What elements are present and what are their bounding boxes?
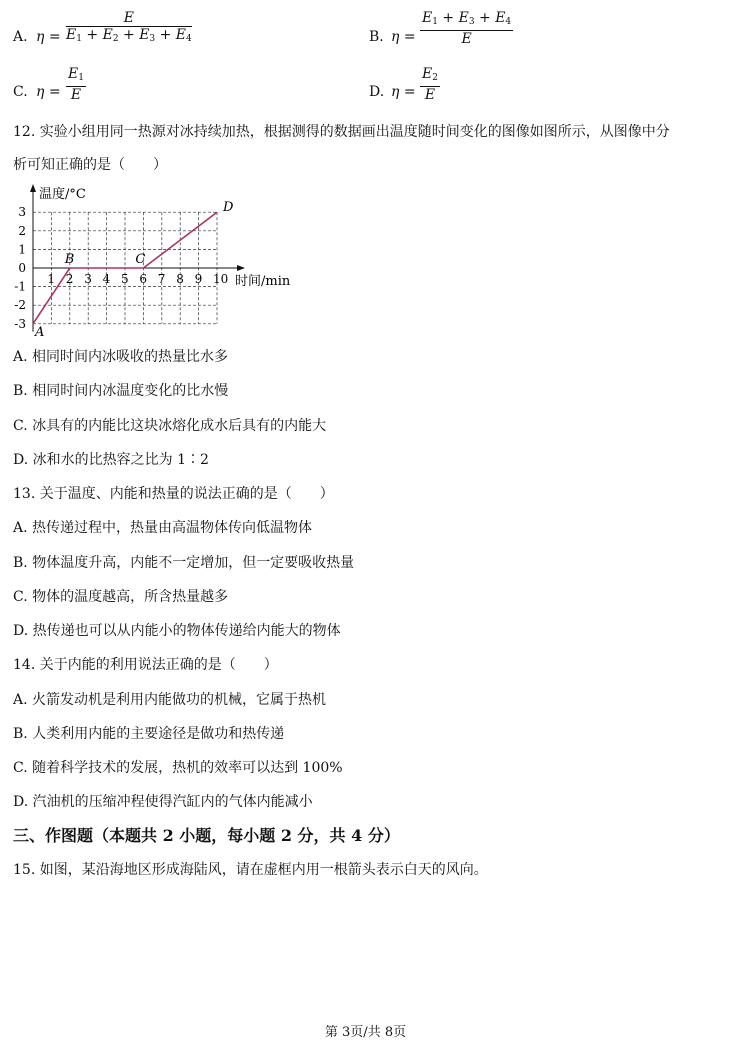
x-axis-label: 时间/min [235,274,291,289]
point-label-d: D [223,200,234,216]
y-tick-label: 0 [18,261,26,275]
q14-option-c: C. 随着科学技术的发展，热机的效率可以达到 100% [13,760,343,776]
x-tick-label: 5 [121,272,129,286]
option-letter: B. [369,29,384,45]
q14-stem: 14. 关于内能的利用说法正确的是（ ） [13,657,278,673]
y-axis-label: 温度/°C [39,187,86,202]
option-letter: A. [13,29,28,45]
q12-stem-line1: 12. 实验小组用同一热源对冰持续加热，根据测得的数据画出温度随时间变化的图像如图所示，从图像中分 [13,124,670,140]
q13-option-d: D. 热传递也可以从内能小的物体传递给内能大的物体 [13,623,341,639]
point-label-c: C [135,252,146,267]
temperature-time-chart [0,178,320,338]
denominator: $E_1 + E_2 + E_3 + E_4$ [66,27,192,44]
q13-option-a: A. 热传递过程中，热量由高温物体传向低温物体 [13,520,313,536]
x-tick-label: 1 [47,272,56,286]
q12-option-d: D. 冰和水的比热容之比为 1∶2 [13,452,209,468]
section-heading: 三、作图题（本题共 2 小题，每小题 2 分，共 4 分） [13,826,400,845]
point-label-b: B [64,252,75,267]
y-tick-label: -2 [14,298,26,313]
denominator: E [424,87,436,103]
x-tick-label: 7 [157,272,166,286]
y-tick-label: -1 [14,279,26,294]
numerator: $E_1 + E_3 + E_4$ [422,10,512,27]
q12-option-b: B. 相同时间内冰温度变化的比水慢 [13,383,229,399]
q12-stem-line2: 析可知正确的是（ ） [13,157,167,173]
numerator: $E_1$ [68,66,84,83]
q14-option-d: D. 汽油机的压缩冲程使得汽缸内的气体内能减小 [13,794,313,810]
q13-stem: 13. 关于温度、内能和热量的说法正确的是（ ） [13,486,334,502]
denominator: E [70,87,82,103]
eta-lhs: η = [391,84,416,100]
y-tick-label: 3 [18,205,26,220]
q15-stem: 15. 如图，某沿海地区形成海陆风，请在虚框内用一根箭头表示白天的风向。 [13,862,488,878]
x-tick-label: 10 [213,272,229,286]
option-letter: C. [13,84,28,100]
fraction-d [420,66,440,103]
page-footer: 第 3页/共 8页 [324,1025,407,1040]
x-tick-label: 9 [194,272,203,286]
x-tick-label: 2 [65,272,74,286]
numerator: $E_2$ [422,66,438,83]
eta-lhs: η = [36,29,61,45]
x-tick-label: 8 [176,272,184,286]
q13-option-c: C. 物体的温度越高，所含热量越多 [13,589,229,605]
y-tick-label: 2 [18,223,26,238]
q12-option-c: C. 冰具有的内能比这块冰熔化成水后具有的内能大 [13,418,327,434]
y-tick-label: 1 [18,242,26,257]
eta-lhs: η = [391,29,416,45]
x-tick-label: 3 [84,272,92,286]
x-tick-label: 6 [139,272,148,286]
x-tick-label: 4 [102,272,111,286]
fraction-a [66,10,192,47]
q14-option-a: A. 火箭发动机是利用内能做功的机械，它属于热机 [13,692,327,708]
q14-option-b: B. 人类利用内能的主要途径是做功和热传递 [13,726,285,742]
eta-lhs: η = [36,84,61,100]
option-letter: D. [369,84,385,100]
x-axis-arrow [237,265,245,271]
denominator: E [461,31,472,47]
point-label-a: A [35,324,45,338]
fraction-c [66,66,86,103]
y-axis-arrow [30,184,36,192]
q13-option-b: B. 物体温度升高，内能不一定增加，但一定要吸收热量 [13,555,355,571]
numerator: E [123,10,134,26]
y-tick-label: -3 [14,316,26,331]
fraction-b [420,10,513,47]
q12-option-a: A. 相同时间内冰吸收的热量比水多 [13,349,229,365]
